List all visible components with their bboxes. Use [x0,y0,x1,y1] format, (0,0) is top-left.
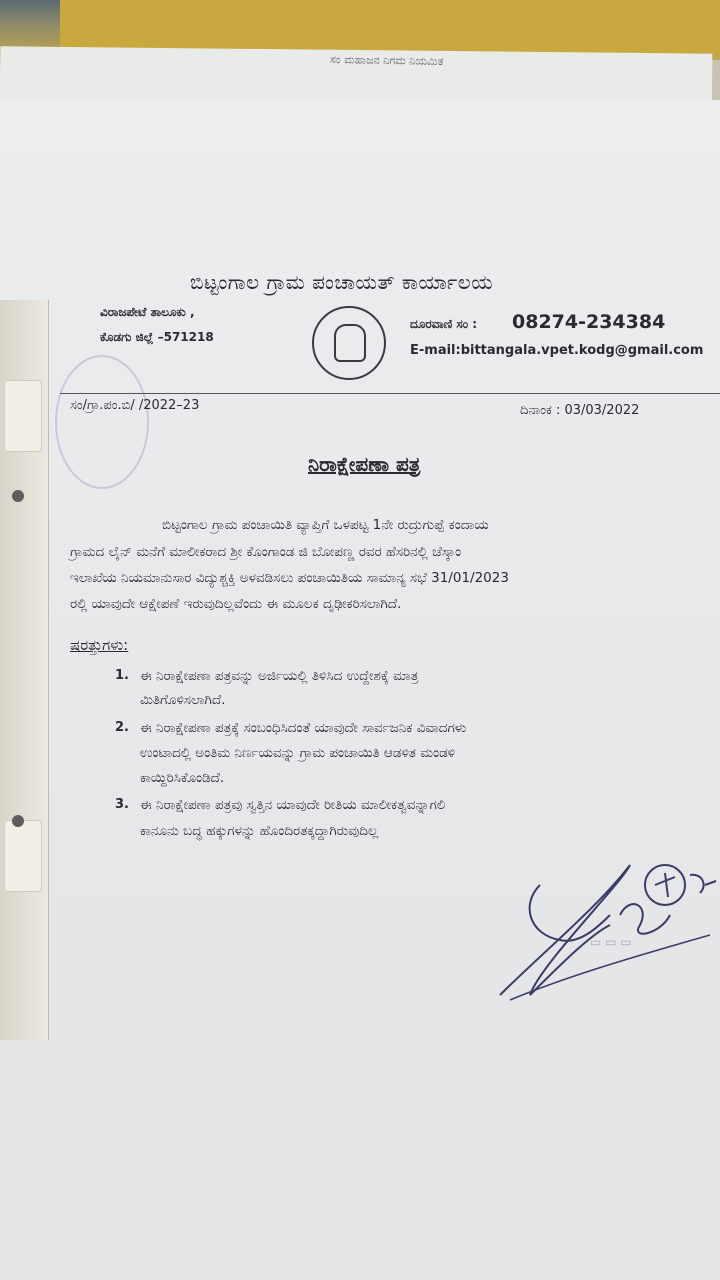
condition-line: ಮಿತಿಗೊಳಿಸಲಾಗಿದೆ. [140,692,226,708]
condition-number: 3. [115,797,129,812]
body-line: ಬಿಟ್ಟಂಗಾಲ ಗ್ರಾಮ ಪಂಚಾಯಿತಿ ವ್ಯಾಪ್ತಿಗೆ ಒಳಪಟ್ಟ 1ನೇ ರುದ್ರುಗುಪ್ಪೆ ಕಂದಾಯ [162,517,489,533]
binder-strip [0,300,49,1040]
condition-line: ಉಂಟಾದಲ್ಲಿ ಅಂತಿಮ ನಿರ್ಣಯವನ್ನು ಗ್ರಾಮ ಪಂಚಾಯಿತಿ ಆಡಳಿತ ಮಂಡಳಿ [140,745,456,761]
punch-hole [12,815,24,827]
condition-line: ಈ ನಿರಾಕ್ಷೇಪಣಾ ಪತ್ರಕ್ಕೆ ಸಂಬಂಧಿಸಿದಂತೆ ಯಾವುದೇ ಸಾರ್ವಜನಿಕ ವಿವಾದಗಳು [140,720,467,736]
reference-number: ಸಂ/ಗ್ರಾ.ಪಂ.ಬಿ/ /2022–23 [70,398,200,413]
condition-number: 1. [115,668,129,683]
state-emblem-icon [312,306,386,380]
emblem-shield [334,324,366,362]
condition-line: ಈ ನಿರಾಕ್ಷೇಪಣಾ ಪತ್ರವನ್ನು ಅರ್ಜಿಯಲ್ಲಿ ತಿಳಿಸಿದ ಉದ್ದೇಶಕ್ಕೆ ಮಾತ್ರ [140,668,419,684]
condition-line: ಈ ನಿರಾಕ್ಷೇಪಣಾ ಪತ್ರವು ಸ್ವತ್ತಿನ ಯಾವುದೇ ರೀತಿಯ ಮಾಲೀಕತ್ವವನ್ನಾಗಲಿ [140,797,446,813]
document-heading: ನಿರಾಕ್ಷೇಪಣಾ ಪತ್ರ [308,452,421,476]
body-line: ಗ್ರಾಮದ ಲೈನ್ ಮನೆಗೆ ಮಾಲೀಕರಾದ ಶ್ರೀ ಕೊಂಗಾಂಡ ಜಿ ಬೋಪಣ್ಣ ರವರ ಹೆಸರಿನಲ್ಲಿ ಚೆಸ್ಕಾಂ [70,544,462,560]
conditions-title: ಷರತ್ತುಗಳು: [70,636,129,654]
phone-label: ದೂರವಾಣಿ ಸಂ : [410,317,478,331]
office-title: ಬಿಟ್ಟಂಗಾಲ ಗ್ರಾಮ ಪಂಚಾಯತ್ ಕಾರ್ಯಾಲಯ [190,270,494,294]
phone-number: 08274-234384 [512,311,666,333]
body-line: ಇಲಾಖೆಯ ನಿಯಮಾನುಸಾರ ವಿದ್ಯುಶ್ಚಕ್ತಿ ಅಳವಡಿಸಲು ಪಂಚಾಯಿತಿಯ ಸಾಮಾನ್ಯ ಸಭೆ 31/01/2023 [70,570,509,586]
taluk-address: ವಿರಾಜಪೇಟೆ ತಾಲೂಕು , [100,305,195,319]
faint-seal [55,355,149,489]
signature [480,845,720,1015]
binder-clip [4,820,42,892]
faint-office-stamp: ▭ ▭ ▭ [590,935,632,949]
background-surface [60,0,720,55]
document-date: ದಿನಾಂಕ : 03/03/2022 [520,403,640,418]
binder-clip [4,380,42,452]
email-address: E-mail:bittangala.vpet.kodg@gmail.com [410,343,704,358]
header-divider [60,393,720,394]
body-line: ರಲ್ಲಿ ಯಾವುದೇ ಆಕ್ಷೇಪಣೆ ಇರುವುದಿಲ್ಲವೆಂದು ಈ ಮೂಲಕ ದೃಢೀಕರಿಸಲಾಗಿದೆ. [70,596,402,612]
punch-hole [12,490,24,502]
condition-number: 2. [115,720,129,735]
condition-line: ಕಾಯ್ದಿರಿಸಿಕೊಂಡಿದೆ. [140,770,225,786]
condition-line: ಕಾನೂನು ಬದ್ಧ ಹಕ್ಕುಗಳನ್ನು ಹೊಂದಿರತಕ್ಕದ್ದಾಗಿರುವುದಿಲ್ಲ [140,823,379,839]
district-address: ಕೊಡಗು ಜಿಲ್ಲೆ –571218 [100,330,214,344]
underlying-sheet-text: ಸಂ ಮಹಾಜನ ನಿಗಮ ನಿಯಮಿತ [329,53,444,68]
